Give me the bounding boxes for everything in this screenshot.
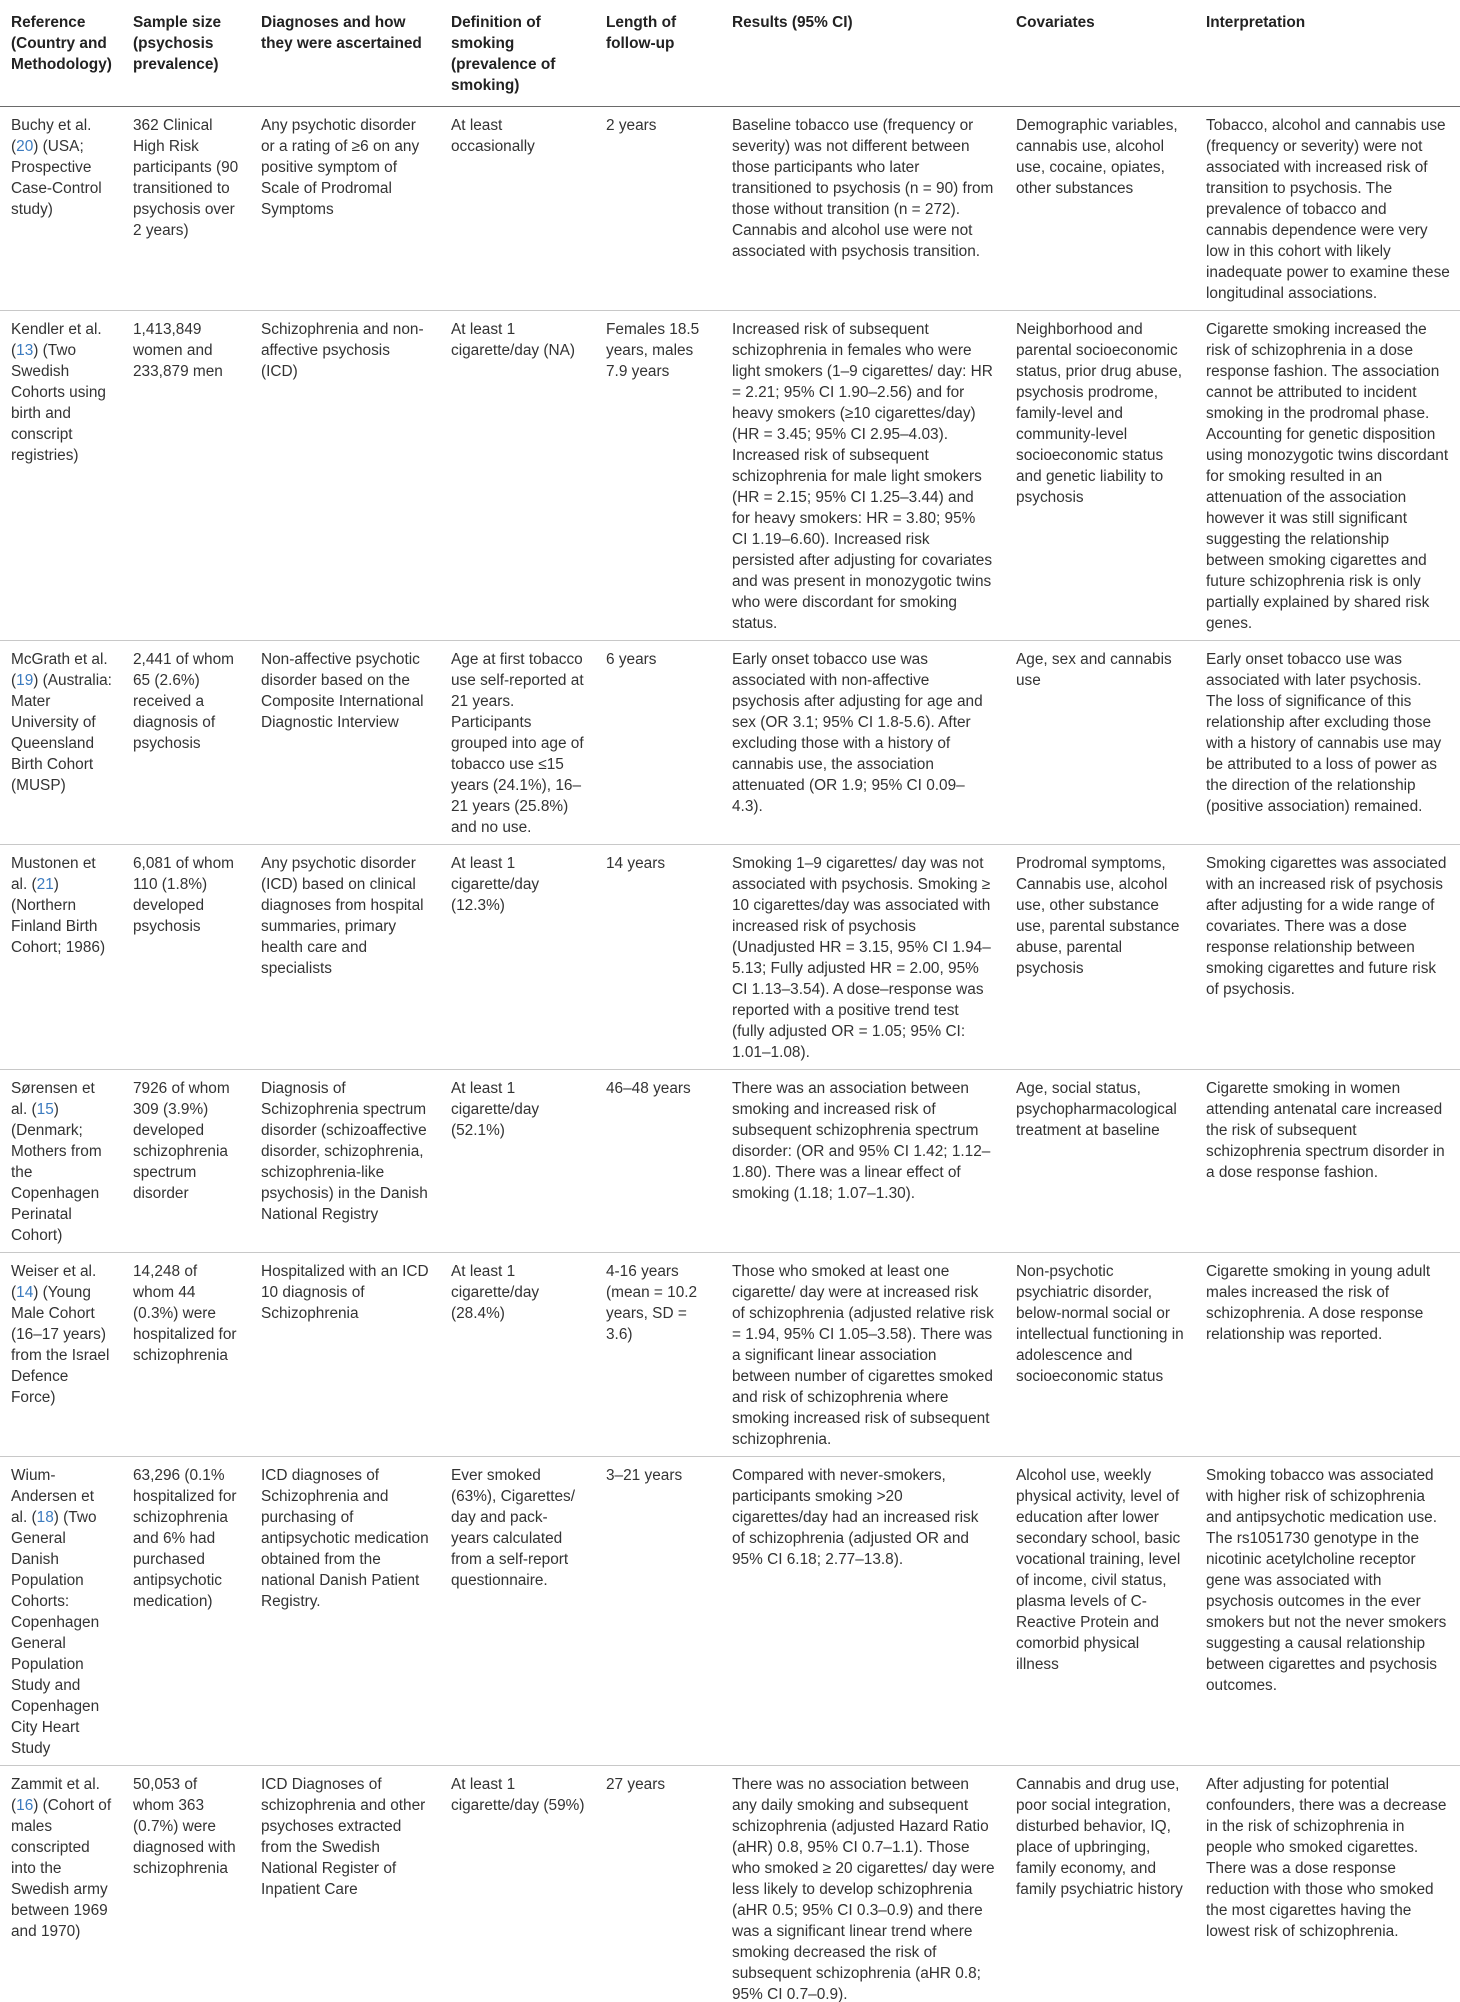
cell-results: Compared with never-smokers, participants smoking >20 cigarettes/day had an increased risk of schizophrenia (adjusted OR and 95% CI 6.18; 2.77–13.8).: [732, 1467, 979, 1568]
cell-covariates: Age, social status, psychopharmacological treatment at baseline: [1016, 1080, 1177, 1139]
cell-diagnoses: ICD diagnoses of Schizophrenia and purchasing of antipsychotic medication obtained from the national Danish Patient Registry.: [261, 1467, 429, 1610]
table-body: [0, 107, 1460, 2002]
table-header-row: [0, 0, 1460, 107]
cell-smoking-definition: At least 1 cigarette/day (59%): [451, 1776, 585, 1814]
cell-reference: [0, 641, 122, 845]
cell-sample-size: 1,413,849 women and 233,879 men: [133, 321, 223, 380]
cell-covariates: Age, sex and cannabis use: [1016, 651, 1172, 689]
cell-reference: [0, 311, 122, 641]
cell-interpretation: Tobacco, alcohol and cannabis use (frequency or severity) were not associated with increased risk of transition to psychosis. The prevalence of tobacco and cannabis dependence were very low in this cohort with likely inadequate power to examine these longitudinal associations.: [1206, 117, 1450, 302]
cell-diagnoses: Any psychotic disorder or a rating of ≥6 on any positive symptom of Scale of Prodromal Symptoms: [261, 117, 420, 218]
cell-diagnoses: Schizophrenia and non-affective psychosis (ICD): [261, 321, 424, 380]
table-row: [0, 845, 1460, 1070]
cell-diagnoses: Non-affective psychotic disorder based on the Composite International Diagnostic Interview: [261, 651, 424, 731]
cell-reference: [0, 1766, 122, 2002]
cell-results: There was an association between smoking and increased risk of subsequent schizophrenia spectrum disorder: (OR and 95% CI 1.42; 1.12–1.80). There was a linear effect of smoking (1.18; 1.07–1.30).: [732, 1080, 991, 1202]
reference-prefix: McGrath et al. (: [11, 651, 108, 689]
reference-suffix: ) (Northern Finland Birth Cohort; 1986): [11, 876, 106, 956]
cell-diagnoses: Diagnosis of Schizophrenia spectrum disorder (schizoaffective disorder, schizophrenia, schizophrenia-like psychosis) in the Danish National Registry: [261, 1080, 428, 1223]
column-header-results: Results (95% CI): [732, 14, 853, 31]
cell-follow-up: 14 years: [606, 855, 666, 872]
column-header-reference: Reference (Country and Methodology): [11, 14, 112, 73]
cell-reference: [0, 1070, 122, 1253]
cell-follow-up: Females 18.5 years, males 7.9 years: [606, 321, 700, 380]
reference-suffix: ) (Two General Danish Population Cohorts: Copenhagen General Population Study and Copenhagen City Heart Study: [11, 1509, 100, 1757]
cell-sample-size: 7926 of whom 309 (3.9%) developed schizophrenia spectrum disorder: [133, 1080, 230, 1202]
cell-results: Early onset tobacco use was associated with non-affective psychosis after adjusting for age and sex (OR 3.1; 95% CI 1.8-5.6). After excluding those with a history of cannabis use, the association attenuated (OR 1.9; 95% CI 0.09–4.3).: [732, 651, 983, 815]
cell-follow-up: 2 years: [606, 117, 657, 134]
reference-suffix: ) (Australia: Mater University of Queensland Birth Cohort (MUSP): [11, 672, 112, 794]
cell-results: Baseline tobacco use (frequency or severity) was not different between those participants who later transitioned to psychosis (n = 90) from those without transition (n = 272). Cannabis and alcohol use were not associated with psychosis transition.: [732, 117, 994, 260]
cell-interpretation: After adjusting for potential confounders, there was a decrease in the risk of schizophrenia in people who smoked cigarettes. There was a dose response reduction with those who smoked the most cigarettes having the lowest risk of schizophrenia.: [1206, 1776, 1447, 1940]
cell-diagnoses: ICD Diagnoses of schizophrenia and other psychoses extracted from the Swedish National Register of Inpatient Care: [261, 1776, 426, 1898]
reference-prefix: Mustonen et al. (: [11, 855, 96, 893]
cell-covariates: Non-psychotic psychiatric disorder, below-normal social or intellectual functioning in adolescence and socioeconomic status: [1016, 1263, 1184, 1385]
cell-sample-size: 63,296 (0.1% hospitalized for schizophrenia and 6% had purchased antipsychotic medication): [133, 1467, 237, 1610]
column-header-interpretation: Interpretation: [1206, 14, 1306, 31]
cell-diagnoses: Hospitalized with an ICD 10 diagnosis of Schizophrenia: [261, 1263, 429, 1322]
cell-reference: [0, 845, 122, 1070]
reference-suffix: ) (Denmark; Mothers from the Copenhagen Perinatal Cohort): [11, 1101, 102, 1244]
cell-follow-up: 46–48 years: [606, 1080, 691, 1097]
cell-interpretation: Smoking tobacco was associated with higher risk of schizophrenia and antipsychotic medication use. The rs1051730 genotype in the nicotinic acetylcholine receptor gene was associated with psychosis outcomes in the ever smokers but not the never smokers suggesting a causal relationship between cigarettes and psychosis outcomes.: [1206, 1467, 1447, 1694]
citation-link[interactable]: 16: [16, 1797, 34, 1814]
column-header-sample-size: Sample size (psychosis prevalence): [133, 14, 222, 73]
cell-smoking-definition: At least 1 cigarette/day (52.1%): [451, 1080, 540, 1139]
reference-prefix: Kendler et al. (: [11, 321, 102, 359]
column-header-diagnoses: Diagnoses and how they were ascertained: [261, 14, 422, 52]
cell-reference: [0, 107, 122, 311]
cell-sample-size: 14,248 of whom 44 (0.3%) were hospitalized for schizophrenia: [133, 1263, 237, 1364]
cell-interpretation: Early onset tobacco use was associated with later psychosis. The loss of significance of this relationship after excluding those with a history of cannabis use may be attributed to a loss of power as the direction of the relationship (positive association) remained.: [1206, 651, 1442, 815]
cell-follow-up: 27 years: [606, 1776, 666, 1793]
reference-suffix: ) (Young Male Cohort (16–17 years) from the Israel Defence Force): [11, 1284, 110, 1406]
reference-prefix: Buchy et al. (: [11, 117, 92, 155]
cell-results: Increased risk of subsequent schizophrenia in females who were light smokers (1–9 cigarettes/ day: HR = 2.21; 95% CI 1.90–2.56) and for heavy smokers (≥10 cigarettes/day) (HR = 3.45; 95% CI 2.95–4.03). Increased risk of subsequent schizophrenia for male light smokers (HR = 2.15; 95% CI 1.25–3.44) and for heavy smokers: HR = 3.80; 95% CI 1.19–6.60). Increased risk persisted after adjusting for covariates and was present in monozygotic twins who were discordant for smoking status.: [732, 321, 993, 632]
table-row: [0, 641, 1460, 845]
cell-reference: [0, 1457, 122, 1766]
citation-link[interactable]: 20: [16, 138, 34, 155]
cell-interpretation: Smoking cigarettes was associated with an increased risk of psychosis after adjusting for a wide range of covariates. There was a dose response relationship between smoking cigarettes and future risk of psychosis.: [1206, 855, 1447, 998]
cell-interpretation: Cigarette smoking in women attending antenatal care increased the risk of subsequent schizophrenia spectrum disorder in a dose response fashion.: [1206, 1080, 1445, 1181]
citation-link[interactable]: 13: [16, 342, 34, 359]
cell-covariates: Alcohol use, weekly physical activity, level of education after lower secondary school, basic vocational training, level of income, civil status, plasma levels of C-Reactive Protein and comorbid physical illness: [1016, 1467, 1181, 1673]
citation-link[interactable]: 19: [16, 672, 34, 689]
cell-smoking-definition: At least occasionally: [451, 117, 535, 155]
citation-link[interactable]: 18: [36, 1509, 54, 1526]
citation-link[interactable]: 14: [16, 1284, 34, 1301]
reference-prefix: Wium-Andersen et al. (: [11, 1467, 94, 1526]
citation-link[interactable]: 21: [36, 876, 54, 893]
cell-follow-up: 6 years: [606, 651, 657, 668]
reference-suffix: ) (Cohort of males conscripted into the Swedish army between 1969 and 1970): [11, 1797, 112, 1940]
cell-interpretation: Cigarette smoking in young adult males increased the risk of schizophrenia. A dose response relationship was reported.: [1206, 1263, 1431, 1343]
column-header-follow-up: Length of follow-up: [606, 14, 677, 52]
reference-suffix: ) (Two Swedish Cohorts using birth and conscript registries): [11, 342, 106, 464]
cell-sample-size: 2,441 of whom 65 (2.6%) received a diagnosis of psychosis: [133, 651, 234, 752]
table-row: [0, 1253, 1460, 1457]
cell-follow-up: 4-16 years (mean = 10.2 years, SD = 3.6): [606, 1263, 698, 1343]
cell-sample-size: 6,081 of whom 110 (1.8%) developed psychosis: [133, 855, 234, 935]
reference-prefix: Sørensen et al. (: [11, 1080, 95, 1118]
column-header-smoking-definition: Definition of smoking (prevalence of smoking): [451, 14, 556, 94]
cell-results: Smoking 1–9 cigarettes/ day was not associated with psychosis. Smoking ≥ 10 cigarettes/day was associated with increased risk of psychosis (Unadjusted HR = 3.15, 95% CI 1.94–5.13; Fully adjusted HR = 2.00, 95% CI 1.13–3.54). A dose–response was reported with a positive trend test (fully adjusted OR = 1.05; 95% CI: 1.01–1.08).: [732, 855, 991, 1061]
table-row: [0, 107, 1460, 311]
cell-results: Those who smoked at least one cigarette/ day were at increased risk of schizophrenia (adjusted relative risk = 1.94, 95% CI 1.05–3.58). There was a significant linear association between number of cigarettes smoked and risk of schizophrenia where smoking increased risk of subsequent schizophrenia.: [732, 1263, 994, 1448]
citation-link[interactable]: 15: [36, 1101, 54, 1118]
reference-prefix: Zammit et al. (: [11, 1776, 100, 1814]
cell-covariates: Demographic variables, cannabis use, alcohol use, cocaine, opiates, other substances: [1016, 117, 1178, 197]
cell-smoking-definition: At least 1 cigarette/day (12.3%): [451, 855, 540, 914]
cell-smoking-definition: At least 1 cigarette/day (NA): [451, 321, 576, 359]
reference-suffix: ) (USA; Prospective Case-Control study): [11, 138, 102, 218]
column-header-covariates: Covariates: [1016, 14, 1095, 31]
table-row: [0, 311, 1460, 641]
table-row: [0, 1766, 1460, 2002]
cell-reference: [0, 1253, 122, 1457]
cell-follow-up: 3–21 years: [606, 1467, 683, 1484]
cell-sample-size: 50,053 of whom 363 (0.7%) were diagnosed with schizophrenia: [133, 1776, 236, 1877]
table-row: [0, 1457, 1460, 1766]
cell-diagnoses: Any psychotic disorder (ICD) based on clinical diagnoses from hospital summaries, primary health care and specialists: [261, 855, 424, 977]
table-row: [0, 1070, 1460, 1253]
cell-interpretation: Cigarette smoking increased the risk of schizophrenia in a dose response fashion. The association cannot be attributed to incident smoking in the prodromal phase. Accounting for genetic disposition using monozygotic twins discordant for smoking resulted in an attenuation of the association however it was still significant suggesting the relationship between smoking cigarettes and future schizophrenia risk is only partially explained by shared risk genes.: [1206, 321, 1449, 632]
cell-covariates: Prodromal symptoms, Cannabis use, alcohol use, other substance use, parental substance abuse, parental psychosis: [1016, 855, 1180, 977]
cell-smoking-definition: Age at first tobacco use self-reported at 21 years. Participants grouped into age of tobacco use ≤15 years (24.1%), 16–21 years (25.8%) and no use.: [451, 651, 584, 836]
cell-sample-size: 362 Clinical High Risk participants (90 transitioned to psychosis over 2 years): [133, 117, 239, 239]
cell-results: There was no association between any daily smoking and subsequent schizophrenia (adjusted Hazard Ratio (aHR) 0.8, 95% CI 0.7–1.1). Those who smoked ≥ 20 cigarettes/ day were less likely to develop schizophrenia (aHR 0.5; 95% CI 0.3–0.9) and there was a significant linear trend where smoking decreased the risk of subsequent schizophrenia (aHR 0.8; 95% CI 0.7–0.9).: [732, 1776, 995, 2002]
cell-smoking-definition: At least 1 cigarette/day (28.4%): [451, 1263, 540, 1322]
cell-smoking-definition: Ever smoked (63%), Cigarettes/ day and pack-years calculated from a self-report questionnaire.: [451, 1467, 576, 1589]
reference-prefix: Weiser et al. (: [11, 1263, 97, 1301]
cell-covariates: Cannabis and drug use, poor social integration, disturbed behavior, IQ, place of upbringing, family economy, and family psychiatric history: [1016, 1776, 1183, 1898]
cell-covariates: Neighborhood and parental socioeconomic status, prior drug abuse, psychosis prodrome, family-level and community-level socioeconomic status and genetic liability to psychosis: [1016, 321, 1182, 506]
